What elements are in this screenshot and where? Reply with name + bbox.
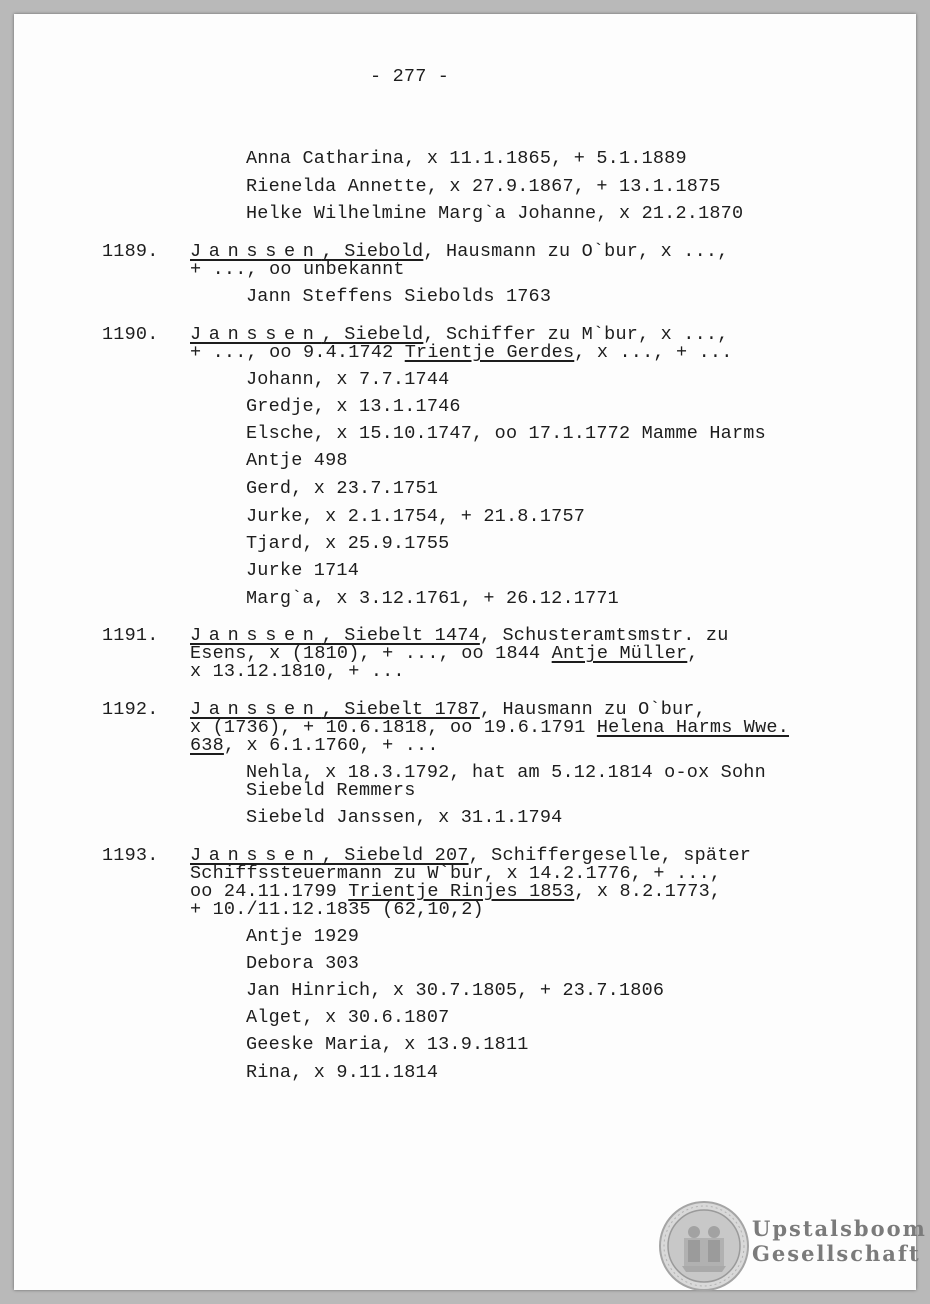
entry-line: + 10./11.12.1835 (62,10,2) xyxy=(190,899,484,920)
child-line: Siebeld Remmers xyxy=(246,780,416,801)
entry-number: 1192. xyxy=(102,699,159,720)
child-line: Tjard, x 25.9.1755 xyxy=(246,533,450,554)
entry-number: 1189. xyxy=(102,241,159,262)
watermark-line1: Upstalsboom xyxy=(752,1216,927,1241)
line-text: oo 24.11.1799 xyxy=(190,881,349,902)
child-line: Siebeld Janssen, x 31.1.1794 xyxy=(246,807,563,828)
heading-rest: , Schiffergeselle, später xyxy=(468,845,752,866)
child-line: Marg`a, x 3.12.1761, + 26.12.1771 xyxy=(246,588,619,609)
spouse-name: Helena Harms Wwe. xyxy=(596,717,790,738)
line-text: , x 6.1.1760, + ... xyxy=(223,735,439,756)
surname: Janssen xyxy=(190,625,322,646)
child-line: Gredje, x 13.1.1746 xyxy=(246,396,461,417)
child-line: Rina, x 9.11.1814 xyxy=(246,1062,439,1083)
spouse-name: Trientje Gerdes xyxy=(404,342,575,363)
line-text: , xyxy=(687,643,699,664)
child-line: Jann Steffens Siebolds 1763 xyxy=(246,286,552,307)
child-line: Debora 303 xyxy=(246,953,360,974)
child-line: Jurke, x 2.1.1754, + 21.8.1757 xyxy=(246,506,586,527)
given-name: , Siebold xyxy=(321,241,424,262)
entry-number: 1193. xyxy=(102,845,159,866)
line-text: + ..., oo 9.4.1742 xyxy=(190,342,405,363)
page-number: - 277 - xyxy=(370,66,450,87)
child-line: Elsche, x 15.10.1747, oo 17.1.1772 Mamme Harms xyxy=(246,423,766,444)
surname: Janssen xyxy=(190,845,322,866)
child-line: Gerd, x 23.7.1751 xyxy=(246,478,439,499)
document-page xyxy=(14,14,927,1290)
spouse-name: Trientje Rinjes 1853 xyxy=(348,881,575,902)
surname: Janssen xyxy=(190,241,322,262)
given-name: , Siebeld xyxy=(321,324,424,345)
heading-rest: , Hausmann zu O`bur, xyxy=(479,699,706,720)
spouse-name: Antje Müller xyxy=(551,643,688,664)
child-line: Nehla, x 18.3.1792, hat am 5.12.1814 o-ox Sohn xyxy=(246,762,766,783)
surname: Janssen xyxy=(190,699,322,720)
seal-icon xyxy=(658,1200,750,1292)
heading-rest: , Hausmann zu O`bur, x ..., xyxy=(423,241,729,262)
child-line: Rienelda Annette, x 27.9.1867, + 13.1.1875 xyxy=(246,176,721,197)
entry-number: 1191. xyxy=(102,625,159,646)
child-line: Johann, x 7.7.1744 xyxy=(246,369,450,390)
heading-rest: , Schusteramtsmstr. zu xyxy=(479,625,729,646)
entry-line: x 13.12.1810, + ... xyxy=(190,661,405,682)
watermark-line2: Gesellschaft xyxy=(752,1241,921,1266)
child-line: Jan Hinrich, x 30.7.1805, + 23.7.1806 xyxy=(246,980,665,1001)
surname: Janssen xyxy=(190,324,322,345)
child-line: Anna Catharina, x 11.1.1865, + 5.1.1889 xyxy=(246,148,687,169)
line-text: x (1736), + 10.6.1818, oo 19.6.1791 xyxy=(190,717,597,738)
entry-line xyxy=(190,343,733,363)
given-name: , Siebelt 1474 xyxy=(321,625,480,646)
entry-number: 1190. xyxy=(102,324,159,345)
given-name: , Siebeld 207 xyxy=(321,845,469,866)
child-line: Geeske Maria, x 13.9.1811 xyxy=(246,1034,529,1055)
entry-line: + ..., oo unbekannt xyxy=(190,259,405,280)
line-text: Esens, x (1810), + ..., oo 1844 xyxy=(190,643,552,664)
entry-line xyxy=(190,736,439,756)
child-line: Helke Wilhelmine Marg`a Johanne, x 21.2.1870 xyxy=(246,203,744,224)
entry-line: Schiffssteuermann zu W`bur, x 14.2.1776, + ..., xyxy=(190,863,722,884)
spouse-name: 638 xyxy=(190,735,224,756)
child-line: Antje 1929 xyxy=(246,926,360,947)
given-name: , Siebelt 1787 xyxy=(321,699,480,720)
child-line: Alget, x 30.6.1807 xyxy=(246,1007,450,1028)
heading-rest: , Schiffer zu M`bur, x ..., xyxy=(423,324,729,345)
child-line: Antje 498 xyxy=(246,450,348,471)
child-line: Jurke 1714 xyxy=(246,560,360,581)
line-text: , x ..., + ... xyxy=(574,342,733,363)
line-text: , x 8.2.1773, xyxy=(574,881,722,902)
